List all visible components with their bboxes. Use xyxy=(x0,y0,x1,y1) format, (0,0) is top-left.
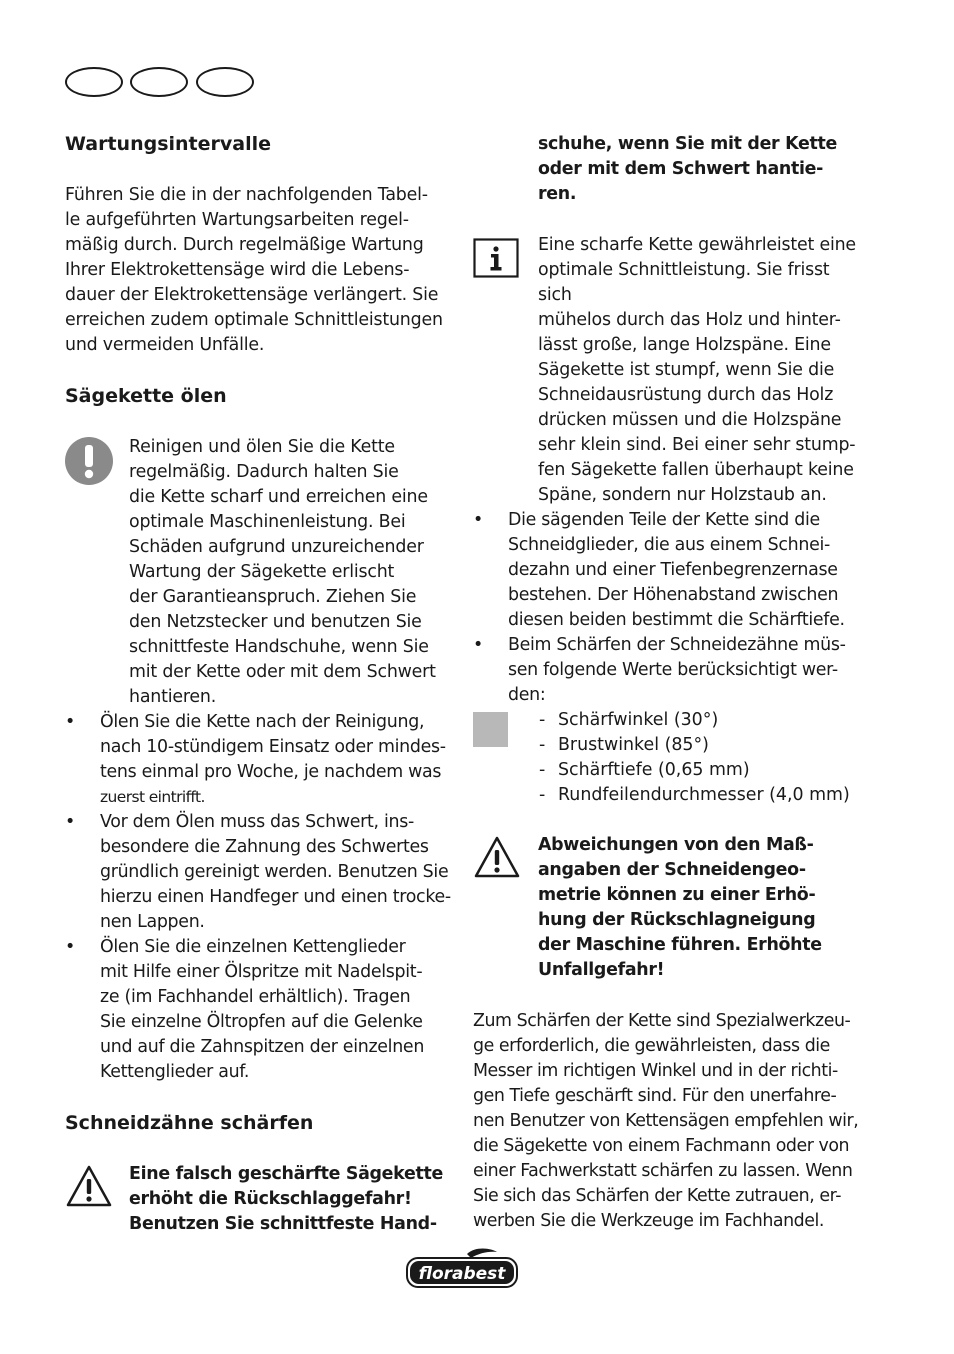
list-item: • Beim Schärfen der Schneidezähne müs- sen folgende Werte berücksichtigt wer- den: xyxy=(473,633,868,708)
warning-sharpen: Eine falsch geschärfte Sägekette erhöht die Rückschlaggefahr! Benutzen Sie schnittfeste Hand- xyxy=(65,1162,460,1237)
warning-triangle-icon xyxy=(65,1164,113,1212)
heading-oil-chain: Sägekette ölen xyxy=(65,385,227,407)
exclamation-icon xyxy=(65,437,113,489)
info-icon xyxy=(473,238,519,282)
list-item: - Rundfeilendurchmesser (4,0 mm) xyxy=(473,783,868,808)
paragraph-sharpening-advice: Zum Schärfen der Kette sind Spezialwerkzeu- ge erforderlich, die gewährleisten, dass die Messer im richtigen Winkel und in der richti- gen Tiefe geschärft sind. Für den unerfahre- nen Benutzer von Kettensägen empfehlen wir, die Sägekette von einem Fachmann oder von einer Fachwerkstatt schärfen zu lassen. Wenn Sie sich das Schärfen der Kette zutrauen, er- werben Sie die Werkzeuge im Fachhandel. xyxy=(473,1011,859,1231)
left-column xyxy=(65,132,460,1237)
list-item: • Die sägenden Teile der Kette sind die Schneidglieder, die aus einem Schnei- dezahn und einer Tiefenbegrenzernase bestehen. Der Höhenabstand zwischen diesen beiden bestimmt die Schärftiefe. xyxy=(473,508,868,633)
language-oval-3 xyxy=(196,67,254,97)
sharpening-values xyxy=(473,708,868,808)
list-item: - Schärftiefe (0,65 mm) xyxy=(473,758,868,783)
brand-logo xyxy=(405,1248,519,1294)
language-oval-1 xyxy=(65,67,123,97)
list-item: • Ölen Sie die einzelnen Kettenglieder mit Hilfe einer Ölspritze mit Nadelspit- ze (im Fachhandel erhältlich). Tragen Sie einzelne Öltropfen auf die Gelenke und auf die Zahnspitzen der einzelnen Kettenglieder auf. xyxy=(65,935,460,1085)
oil-bullet-list xyxy=(65,710,460,1085)
info-note: Eine scharfe Kette gewährleistet eine optimale Schnittleistung. Sie frisst sich mühelos durch das Holz und hinter- lässt große, lange Holzspäne. Eine Sägekette ist stumpf, wenn Sie die Schneidausrüstung durch das Holz drücken müssen und die Holzspäne sehr klein sind. Bei einer sehr stump- fen Sägekette fallen überhaupt keine Späne, sondern nur Holzstaub an. xyxy=(473,233,868,508)
list-item: - Brustwinkel (85°) xyxy=(473,733,868,758)
list-item: - Schärfwinkel (30°) xyxy=(473,708,868,733)
right-column xyxy=(473,132,868,1234)
sharpen-bullet-list xyxy=(473,508,868,708)
note-oil-chain: Reinigen und ölen Sie die Kette regelmäßig. Dadurch halten Sie die Kette scharf und erreichen eine optimale Maschinenleistung. Bei Schäden aufgrund unzureichender Wartung der Sägekette erlischt der Garantieanspruch. Ziehen Sie den Netzstecker und benutzen Sie schnittfeste Handschuhe, wenn Sie mit der Kette oder mit dem Schwert hantieren. xyxy=(65,435,460,710)
heading-sharpen-teeth: Schneidzähne schärfen xyxy=(65,1112,314,1134)
warning-continued: schuhe, wenn Sie mit der Kette oder mit dem Schwert hantie- ren. xyxy=(538,134,837,204)
list-item: • Vor dem Ölen muss das Schwert, ins- besondere die Zahnung des Schwertes gründlich gereinigt werden. Benutzen Sie hierzu einen Handfeger und einen trocke- nen Lappen. xyxy=(65,810,460,935)
warning-geometry: Abweichungen von den Maß- angaben der Schneidengeo- metrie können zu einer Erhö- hung der Rückschlagneigung der Maschine führen. Erhöhte Unfallgefahr! xyxy=(473,833,868,983)
list-item: • Ölen Sie die Kette nach der Reinigung, nach 10-stündigem Einsatz oder mindes- tens einmal pro Woche, je nachdem was zuerst eintrifft. xyxy=(65,710,460,810)
warning-triangle-icon xyxy=(473,835,521,883)
logo-text: florabest xyxy=(418,1264,506,1284)
paragraph-maintenance-intervals: Führen Sie die in der nachfolgenden Tabel- le aufgeführten Wartungsarbeiten regel- mäßig durch. Durch regelmäßige Wartung Ihrer Elektrokettensäge wird die Lebens- dauer der Elektrokettensäge verlängert. Sie erreichen zudem optimale Schnittleistungen und vermeiden Unfälle. xyxy=(65,185,443,355)
heading-maintenance-intervals: Wartungsintervalle xyxy=(65,133,272,155)
language-oval-2 xyxy=(130,67,188,97)
